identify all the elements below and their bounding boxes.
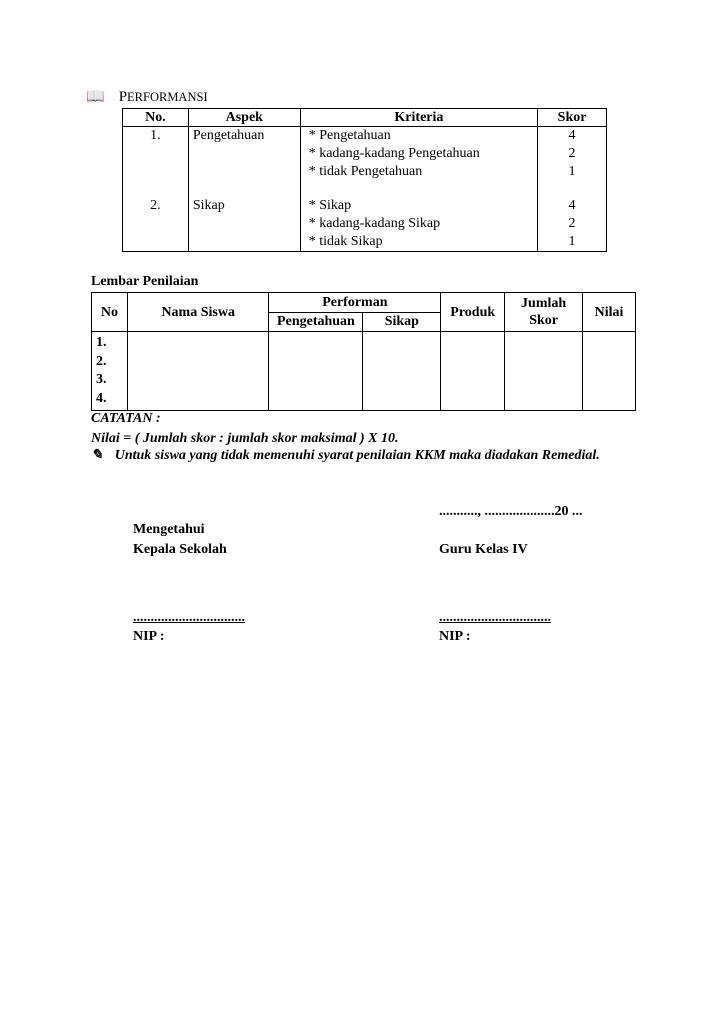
header-no: No <box>92 293 128 332</box>
rubric-header-row <box>123 109 607 127</box>
rubric-skor: 4 <box>538 197 607 215</box>
date-line: ..........., ....................20 ... <box>439 504 583 519</box>
header-pengetahuan: Pengetahuan <box>269 312 363 332</box>
catatan-formula: Nilai = ( Jumlah skor : jumlah skor maksimal ) X 10. <box>91 431 399 446</box>
lembar-title: Lembar Penilaian <box>91 274 199 289</box>
header-produk: Produk <box>441 293 505 332</box>
book-icon: 📖 <box>86 89 105 105</box>
rubric-kriteria: * kadang-kadang Pengetahuan <box>300 145 537 163</box>
left-nip: NIP : <box>133 629 165 644</box>
rubric-skor: 2 <box>538 215 607 233</box>
assessment-table <box>91 292 636 411</box>
header-sikap: Sikap <box>363 312 441 332</box>
remedial-note-text: Untuk siswa yang tidak memenuhi syarat penilaian KKM maka diadakan Remedial. <box>114 447 600 463</box>
rubric-header-no: No. <box>123 109 189 127</box>
rubric-kriteria: * Sikap <box>300 197 537 215</box>
rubric-row <box>123 233 607 252</box>
rubric-no: 1. <box>123 127 189 146</box>
rubric-table <box>122 108 607 252</box>
header-performan: Performan <box>269 293 441 313</box>
rubric-row <box>123 215 607 233</box>
rubric-skor: 1 <box>538 233 607 252</box>
rubric-kriteria: * Pengetahuan <box>300 127 537 146</box>
right-signature-title: Guru Kelas IV <box>439 542 528 557</box>
cell-nama-siswa <box>127 332 269 411</box>
rubric-row <box>123 197 607 215</box>
catatan-block <box>91 409 398 449</box>
rubric-row <box>123 163 607 181</box>
header-nama-siswa: Nama Siswa <box>127 293 269 332</box>
cell-nilai <box>583 332 636 411</box>
right-signature-line: ................................ <box>439 610 551 625</box>
rubric-aspek: Sikap <box>188 197 300 215</box>
rubric-row <box>123 127 607 146</box>
rubric-kriteria: * tidak Sikap <box>300 233 537 252</box>
left-signature-title: Mengetahui Kepala Sekolah <box>133 522 227 557</box>
row-number: 3. <box>96 372 107 387</box>
rubric-aspek: Pengetahuan <box>188 127 300 146</box>
rubric-skor: 4 <box>538 127 607 146</box>
rubric-header-kriteria: Kriteria <box>300 109 537 127</box>
rubric-kriteria: * tidak Pengetahuan <box>300 163 537 181</box>
left-signature-line: ................................ <box>133 610 245 625</box>
rubric-skor: 2 <box>538 145 607 163</box>
rubric-skor: 1 <box>538 163 607 181</box>
section-heading <box>86 89 208 106</box>
row-number: 2. <box>96 353 107 369</box>
rubric-kriteria: * kadang-kadang Sikap <box>300 215 537 233</box>
cell-jumlah-skor <box>505 332 583 411</box>
cell-pengetahuan <box>269 332 363 411</box>
rubric-row <box>123 145 607 163</box>
row-number: 4. <box>96 390 107 406</box>
pencil-icon: ✎ <box>91 448 103 463</box>
cell-sikap <box>363 332 441 411</box>
rubric-no: 2. <box>123 197 189 215</box>
rubric-header-aspek: Aspek <box>188 109 300 127</box>
header-jumlah-skor: Jumlah Skor <box>505 293 583 332</box>
row-number: 1. <box>96 335 107 350</box>
right-nip: NIP : <box>439 629 471 644</box>
catatan-label: CATATAN : <box>91 411 161 426</box>
remedial-note <box>91 447 600 464</box>
cell-produk <box>441 332 505 411</box>
rubric-header-skor: Skor <box>538 109 607 127</box>
header-nilai: Nilai <box>583 293 636 332</box>
section-title: PERFORMANSI <box>118 89 208 105</box>
row-numbers <box>92 332 128 411</box>
